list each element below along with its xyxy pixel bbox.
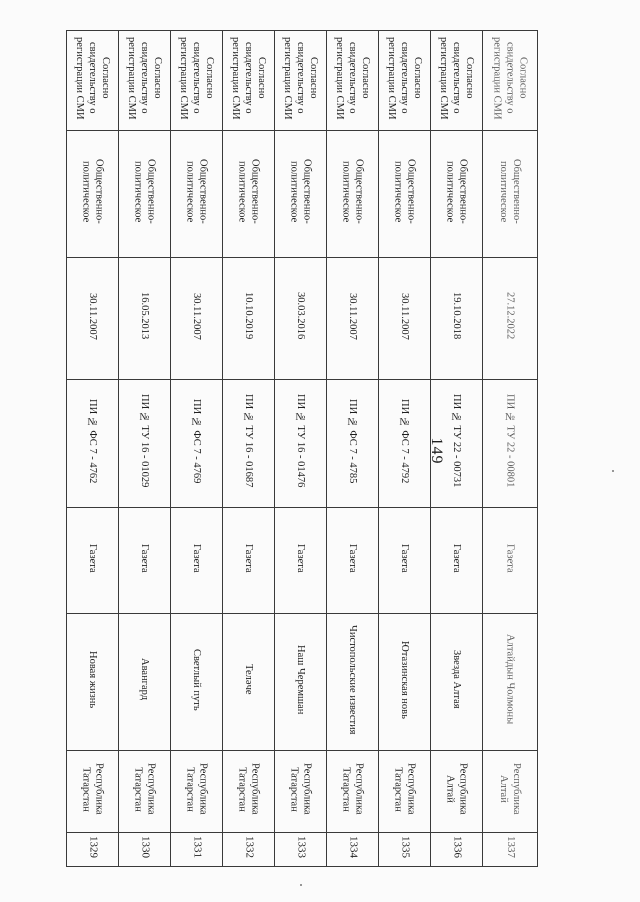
media-name: Наш Черемшан (295, 644, 307, 715)
scan-speck (612, 470, 614, 472)
table-cell (67, 380, 119, 508)
region-cell: Республика Татарстан (288, 763, 313, 815)
table-cell (483, 508, 538, 614)
field-row-date (67, 258, 538, 380)
registration-number: ПИ № ФС 7 - 4762 (87, 398, 99, 484)
field-row-region (67, 751, 538, 833)
table-cell (483, 31, 538, 131)
table-cell (171, 508, 223, 614)
row-number: 1330 (139, 836, 152, 858)
table-cell (67, 31, 119, 131)
table-cell (171, 380, 223, 508)
table-cell (379, 131, 431, 258)
table-cell (119, 258, 171, 380)
category-cell: Общественно-политическое (80, 159, 105, 224)
table-cell (223, 751, 275, 833)
media-registry-table (66, 30, 538, 867)
table-cell (483, 131, 538, 258)
table-cell (119, 380, 171, 508)
region-cell: Республика Татарстан (236, 763, 261, 815)
table-cell (379, 508, 431, 614)
table-cell (327, 131, 379, 258)
table-cell (327, 508, 379, 614)
row-number: 1333 (295, 836, 308, 858)
registration-number: ПИ № ТУ 22 - 00801 (504, 394, 516, 488)
table-cell (67, 131, 119, 258)
note-cell: Согласно свидетельству о регистрации СМИ (177, 36, 216, 120)
scan-speck (300, 884, 302, 886)
table-cell (483, 751, 538, 833)
table-cell (431, 614, 483, 751)
category-cell: Общественно-политическое (184, 159, 209, 224)
table-cell (431, 833, 483, 867)
table-cell (171, 751, 223, 833)
table-cell (223, 31, 275, 131)
table-cell (431, 258, 483, 380)
table-cell (431, 31, 483, 131)
region-cell: Республика Татарстан (80, 763, 105, 815)
table-cell (327, 258, 379, 380)
row-number: 1337 (504, 836, 517, 858)
table-cell (275, 751, 327, 833)
category-cell: Общественно-политическое (236, 159, 261, 224)
table-cell (379, 833, 431, 867)
note-cell: Согласно свидетельству о регистрации СМИ (281, 36, 320, 120)
note-cell: Согласно свидетельству о регистрации СМИ (437, 36, 476, 120)
table-cell (327, 614, 379, 751)
row-number: 1332 (243, 836, 256, 858)
table-cell (483, 833, 538, 867)
media-type: Газета (191, 543, 203, 573)
table-cell (171, 833, 223, 867)
row-number: 1331 (191, 836, 204, 858)
table-cell (67, 751, 119, 833)
media-type: Газета (243, 543, 255, 573)
region-cell: Республика Алтай (498, 763, 523, 815)
table-cell (119, 614, 171, 751)
registration-date: 30.11.2007 (191, 292, 203, 340)
category-cell: Общественно-политическое (498, 159, 523, 224)
media-type: Газета (451, 543, 463, 573)
category-cell: Общественно-политическое (132, 159, 157, 224)
table-cell (223, 508, 275, 614)
registration-date: 10.10.2019 (243, 292, 255, 340)
table-cell (67, 833, 119, 867)
table-cell (431, 508, 483, 614)
table-cell (327, 833, 379, 867)
registration-number: ПИ № ТУ 16 - 01687 (243, 394, 255, 488)
table-cell (171, 614, 223, 751)
table-cell (327, 31, 379, 131)
table-cell (275, 258, 327, 380)
table-cell (223, 614, 275, 751)
category-cell: Общественно-политическое (392, 159, 417, 224)
media-type: Газета (139, 543, 151, 573)
note-cell: Согласно свидетельству о регистрации СМИ (491, 36, 529, 120)
registration-date: 19.10.2018 (451, 292, 463, 340)
table-cell (483, 380, 538, 508)
registration-date: 27.12.2022 (504, 292, 516, 340)
field-row-type (67, 508, 538, 614)
field-row-name (67, 614, 538, 751)
media-type: Газета (347, 543, 359, 573)
region-cell: Республика Татарстан (392, 763, 417, 815)
note-cell: Согласно свидетельству о регистрации СМИ (125, 36, 164, 120)
table-cell (275, 131, 327, 258)
table-cell (119, 751, 171, 833)
media-name: Светлый путь (191, 648, 203, 711)
table-cell (67, 258, 119, 380)
table-cell (327, 751, 379, 833)
media-type: Газета (399, 543, 411, 573)
table-cell (171, 31, 223, 131)
table-cell (223, 380, 275, 508)
table-cell (119, 508, 171, 614)
table-cell (223, 833, 275, 867)
table-cell (431, 380, 483, 508)
table-cell (275, 31, 327, 131)
note-cell: Согласно свидетельству о регистрации СМИ (333, 36, 372, 120)
table-cell (275, 508, 327, 614)
media-type: Газета (295, 543, 307, 573)
registration-number: ПИ № ФС 7 - 4785 (347, 398, 359, 484)
media-name: Чистопольские известия (347, 624, 359, 735)
table-cell (119, 131, 171, 258)
media-name: Ютазинская новь (399, 640, 411, 719)
registration-date: 30.11.2007 (87, 292, 99, 340)
region-cell: Республика Татарстан (340, 763, 365, 815)
registration-date: 30.11.2007 (399, 292, 411, 340)
note-cell: Согласно свидетельству о регистрации СМИ (229, 36, 268, 120)
registration-date: 16.05.2013 (139, 292, 151, 340)
table-cell (431, 131, 483, 258)
table-cell (67, 508, 119, 614)
table-cell (327, 380, 379, 508)
table-cell (119, 833, 171, 867)
table-cell (67, 614, 119, 751)
note-cell: Согласно свидетельству о регистрации СМИ (385, 36, 424, 120)
row-number: 1334 (347, 836, 360, 858)
media-name: Авангард (139, 658, 151, 701)
table-cell (275, 380, 327, 508)
media-name: Теләче (243, 664, 255, 695)
media-name: Звезда Алтая (451, 650, 463, 709)
registration-number: ПИ № ТУ 22 - 00731 (451, 394, 463, 488)
table-cell (483, 614, 538, 751)
table-cell (171, 258, 223, 380)
media-type: Газета (504, 543, 516, 573)
table-cell (223, 258, 275, 380)
registration-number: ПИ № ТУ 16 - 01476 (295, 394, 307, 488)
table-cell (379, 614, 431, 751)
row-number: 1336 (451, 836, 464, 858)
table-cell (379, 751, 431, 833)
category-cell: Общественно-политическое (444, 159, 469, 224)
table-cell (379, 258, 431, 380)
field-row-num (67, 833, 538, 867)
media-type: Газета (87, 543, 99, 573)
table-cell (379, 380, 431, 508)
note-cell: Согласно свидетельству о регистрации СМИ (73, 36, 112, 120)
registration-number: ПИ № ФС 7 - 4769 (191, 398, 203, 484)
table-cell (119, 31, 171, 131)
region-cell: Республика Татарстан (184, 763, 209, 815)
region-cell: Республика Татарстан (132, 763, 157, 815)
registration-number: ПИ № ТУ 16 - 01029 (139, 394, 151, 488)
table-cell (171, 131, 223, 258)
row-number: 1329 (87, 836, 100, 858)
table-cell (223, 131, 275, 258)
table-cell (275, 833, 327, 867)
field-row-category (67, 131, 538, 258)
field-row-note (67, 31, 538, 131)
registration-number: ПИ № ФС 7 - 4792 (399, 398, 411, 484)
media-name: Новая жизнь (87, 650, 99, 709)
table-cell (431, 751, 483, 833)
field-row-reg (67, 380, 538, 508)
region-cell: Республика Алтай (444, 763, 469, 815)
category-cell: Общественно-политическое (288, 159, 313, 224)
table-cell (483, 258, 538, 380)
page-number: 149 (428, 437, 445, 465)
category-cell: Общественно-политическое (340, 159, 365, 224)
row-number: 1335 (399, 836, 412, 858)
table-cell (275, 614, 327, 751)
media-name: Алтайдын Чолмоны (504, 634, 516, 725)
table-cell (379, 31, 431, 131)
registration-date: 30.11.2007 (347, 292, 359, 340)
registration-date: 30.03.2016 (295, 292, 307, 340)
